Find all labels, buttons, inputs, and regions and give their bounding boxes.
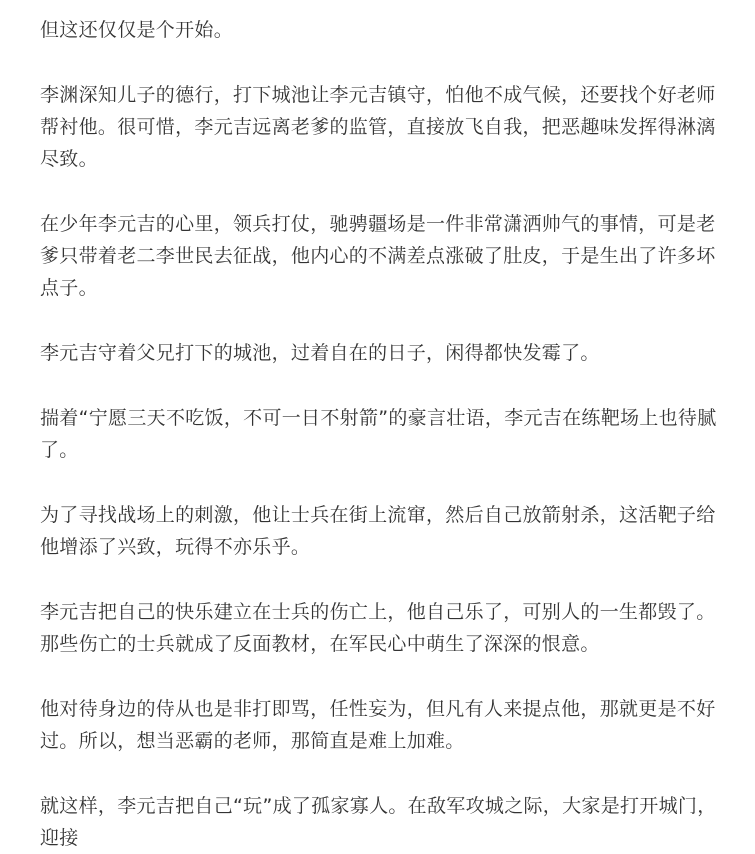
paragraph-2: 李渊深知儿子的德行，打下城池让李元吉镇守，怕他不成气候，还要找个好老师帮衬他。很可惜，李元吉远离老爹的监管，直接放飞自我，把恶趣味发挥得淋漓尽致。: [40, 84, 716, 170]
paragraph-gap: [40, 466, 720, 499]
paragraph-1: 但这还仅仅是个开始。: [40, 19, 234, 41]
paragraph-gap: [40, 369, 720, 402]
paragraph-4: 李元吉守着父兄打下的城池，过着自在的日子，闲得都快发霉了。: [40, 342, 600, 364]
paragraph-gap: [40, 563, 720, 596]
paragraph-gap: [40, 757, 720, 790]
paragraph-9: 就这样，李元吉把自己“玩”成了孤家寡人。在敌军攻城之际，大家是打开城门，迎接: [40, 795, 717, 849]
paragraph-8: 他对待身边的侍从也是非打即骂，任性妄为，但凡有人来提点他，那就更是不好过。所以，想当恶霸的老师，那简直是难上加难。: [40, 698, 716, 752]
paragraph-6: 为了寻找战场上的刺激，他让士兵在街上流窜，然后自己放箭射杀，这活靶子给他增添了兴致，玩得不亦乐乎。: [40, 504, 716, 558]
paragraph-gap: [40, 304, 720, 337]
paragraph-3: 在少年李元吉的心里，领兵打仗，驰骋疆场是一件非常潇洒帅气的事情，可是老爹只带着老二李世民去征战，他内心的不满差点涨破了肚皮，于是生出了许多坏点子。: [40, 213, 716, 299]
article-body: [40, 0, 720, 854]
paragraph-gap: [40, 46, 720, 79]
paragraph-gap: [40, 175, 720, 208]
paragraph-5: 揣着“宁愿三天不吃饭，不可一日不射箭”的豪言壮语，李元吉在练靶场上也待腻了。: [40, 407, 717, 461]
paragraph-7: 李元吉把自己的快乐建立在士兵的伤亡上，他自己乐了，可别人的一生都毁了。那些伤亡的士兵就成了反面教材，在军民心中萌生了深深的恨意。: [40, 601, 716, 655]
paragraph-gap: [40, 660, 720, 693]
